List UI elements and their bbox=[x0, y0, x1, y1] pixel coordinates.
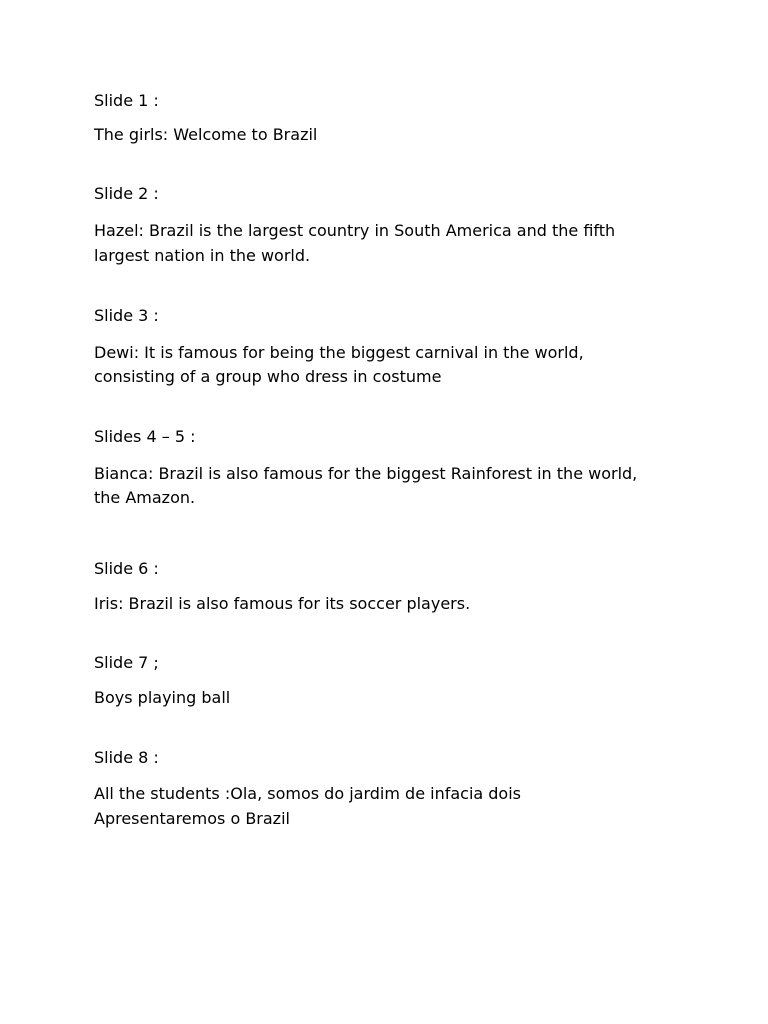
slide-7-text: Boys playing ball bbox=[94, 688, 231, 707]
slide-3-text-line-2: consisting of a group who dress in costume bbox=[94, 367, 442, 386]
slides-4-5-text-line-2: the Amazon. bbox=[94, 488, 196, 507]
slide-8-heading: Slide 8 : bbox=[94, 748, 159, 767]
slide-1-heading: Slide 1 : bbox=[94, 91, 159, 110]
slide-8-text-line-1: All the students :Ola, somos do jardim de infacia dois bbox=[94, 784, 521, 803]
slide-1-text: The girls: Welcome to Brazil bbox=[94, 125, 318, 144]
slides-4-5-heading: Slides 4 – 5 : bbox=[94, 427, 196, 446]
slide-2-text-line-1: Hazel: Brazil is the largest country in South America and the fifth bbox=[94, 221, 616, 240]
slide-2-heading: Slide 2 : bbox=[94, 184, 159, 203]
slide-6-heading: Slide 6 : bbox=[94, 559, 159, 578]
slide-3-text-line-1: Dewi: It is famous for being the biggest carnival in the world, bbox=[94, 343, 584, 362]
slides-4-5-text-line-1: Bianca: Brazil is also famous for the biggest Rainforest in the world, bbox=[94, 464, 638, 483]
slide-3-heading: Slide 3 : bbox=[94, 306, 159, 325]
slide-7-heading: Slide 7 ; bbox=[94, 653, 159, 672]
slide-2-text-line-2: largest nation in the world. bbox=[94, 246, 311, 265]
slide-8-text-line-2: Apresentaremos o Brazil bbox=[94, 809, 290, 828]
slide-6-text: Iris: Brazil is also famous for its soccer players. bbox=[94, 594, 471, 613]
